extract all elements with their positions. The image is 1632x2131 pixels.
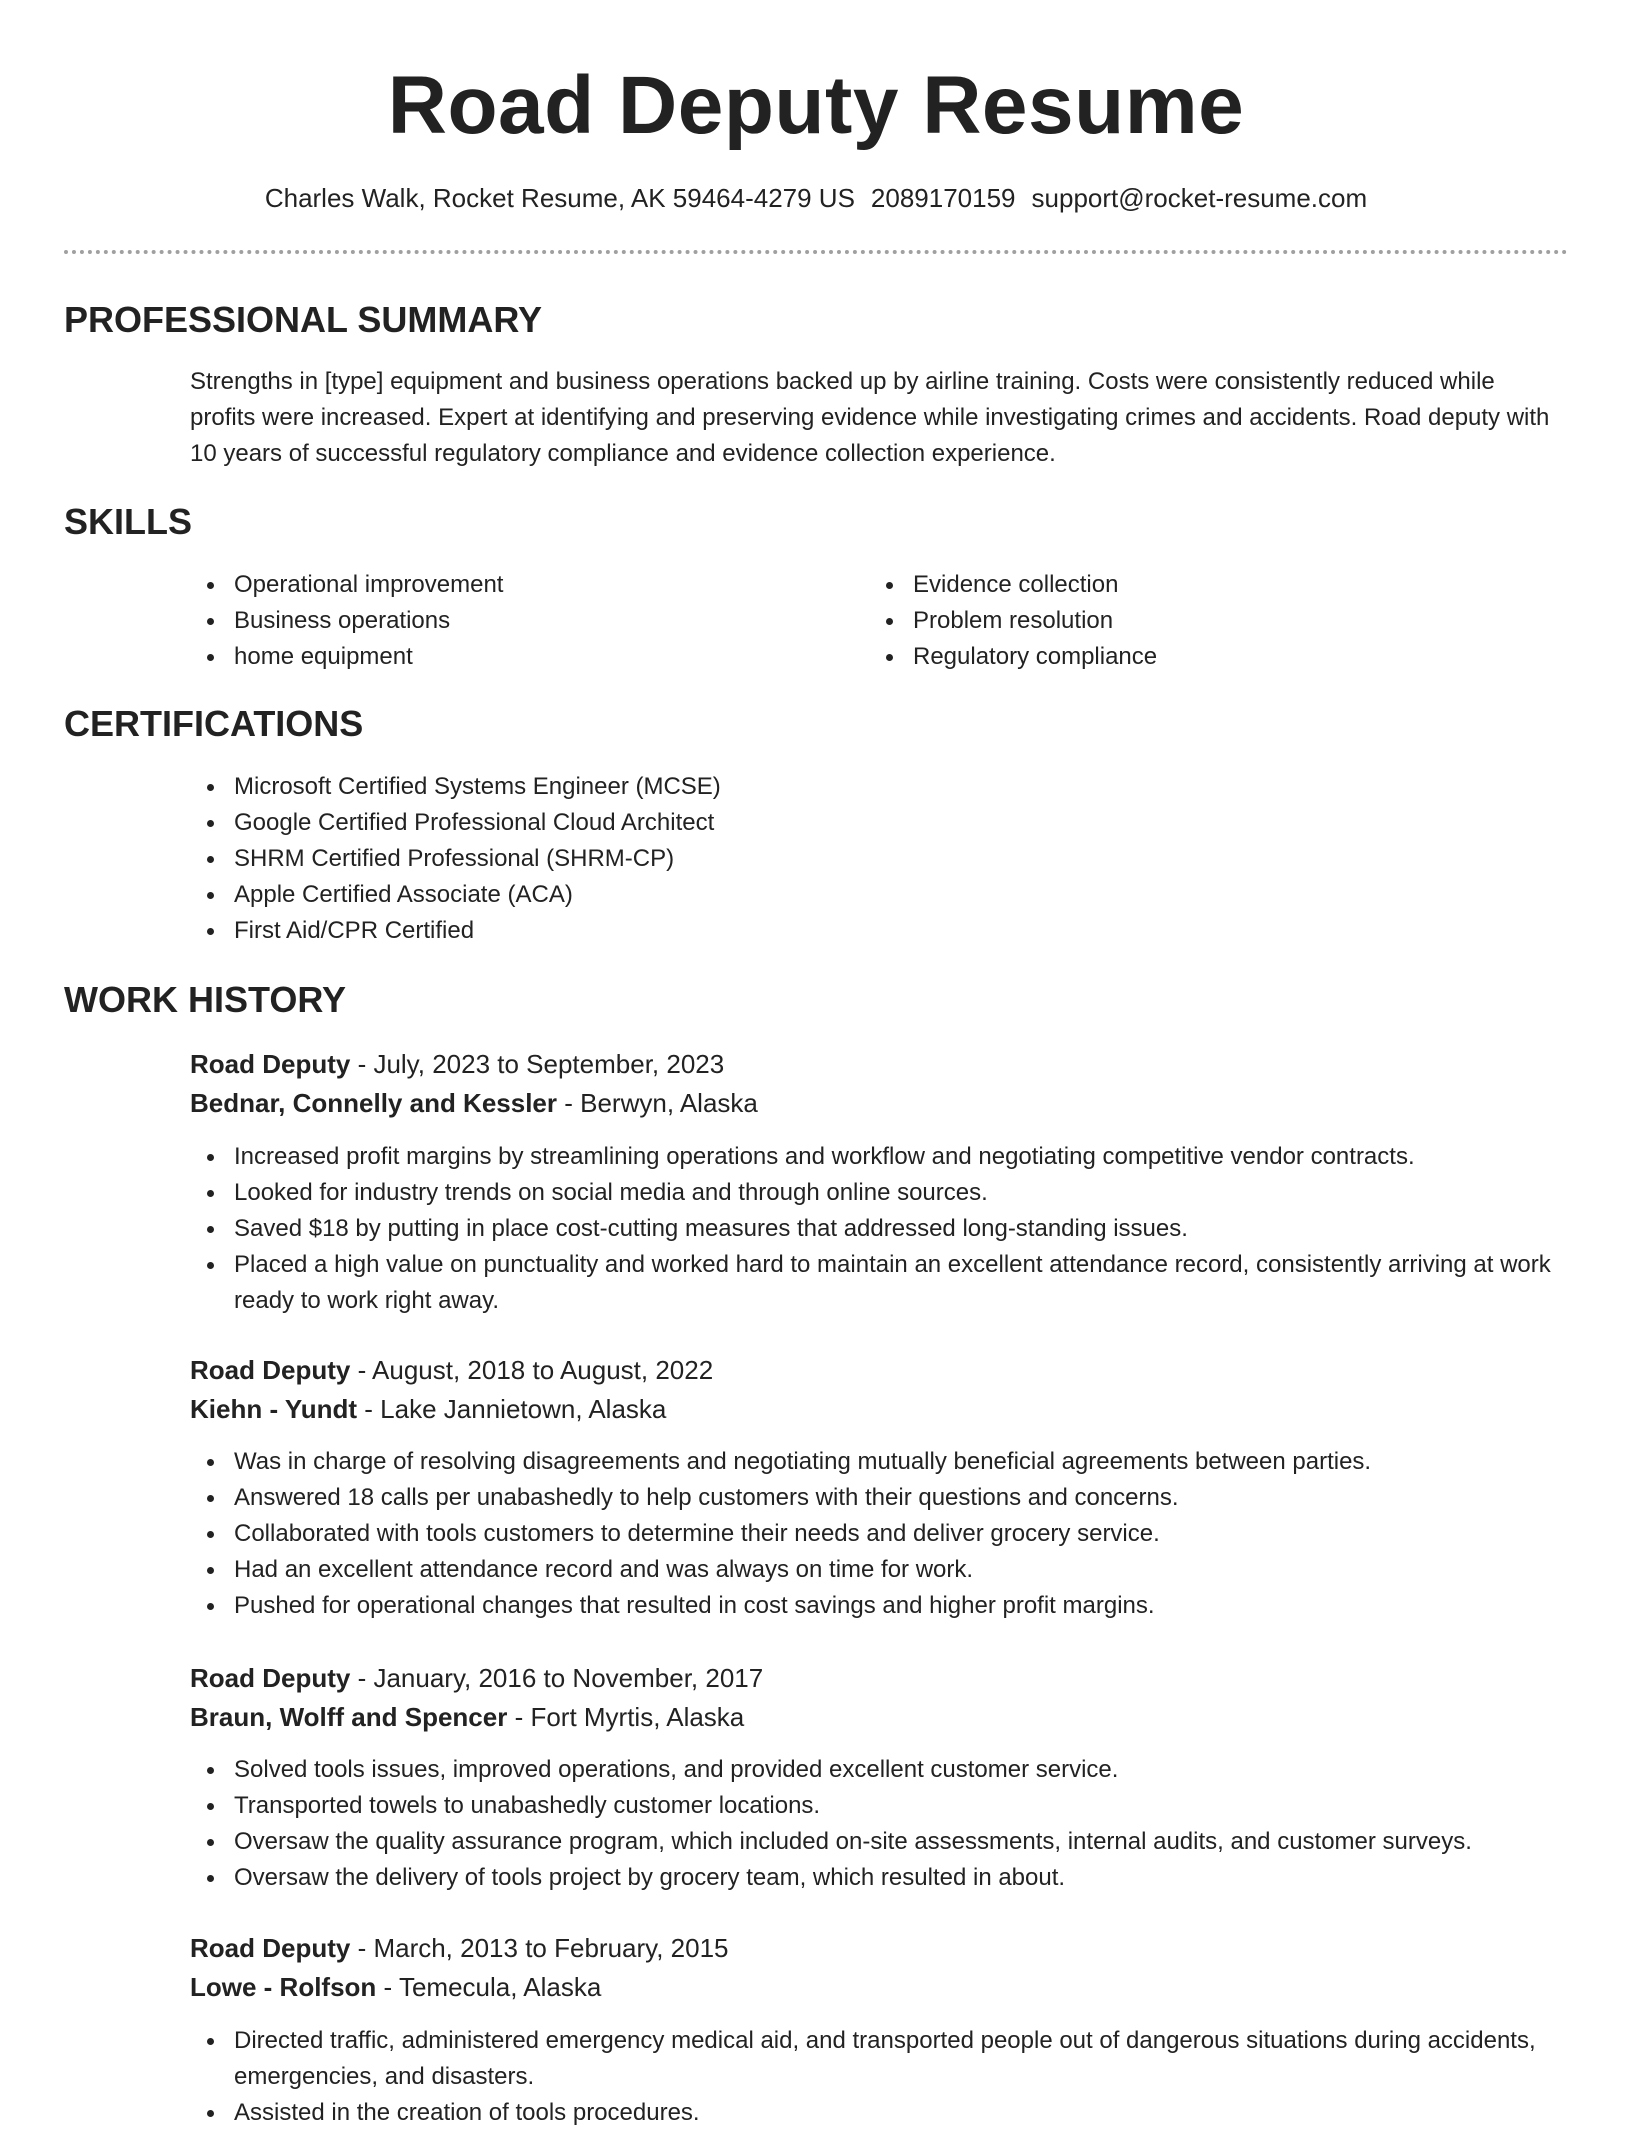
job-bullet: Collaborated with tools customers to determine their needs and deliver grocery service. xyxy=(190,1516,1560,1552)
skills-list-right xyxy=(869,567,1509,675)
job-location: - Lake Jannietown, Alaska xyxy=(357,1394,667,1424)
job-bullet: Answered 18 calls per unabashedly to help customers with their questions and concerns. xyxy=(190,1480,1560,1516)
certification-item: First Aid/CPR Certified xyxy=(190,913,1560,949)
skill-item: Business operations xyxy=(190,603,830,639)
job-company: Bednar, Connelly and Kessler xyxy=(190,1088,558,1118)
certifications-heading: CERTIFICATIONS xyxy=(64,703,364,744)
job-bullet: Pushed for operational changes that resulted in cost savings and higher profit margins. xyxy=(190,1588,1560,1624)
job-bullets xyxy=(190,1752,1560,1896)
contact-phone: 2089170159 xyxy=(870,183,1016,213)
certification-item: Apple Certified Associate (ACA) xyxy=(190,877,1560,913)
job-bullet: Looked for industry trends on social media and through online sources. xyxy=(190,1175,1560,1211)
certifications-list xyxy=(190,769,1560,949)
job-location: - Fort Myrtis, Alaska xyxy=(507,1702,745,1732)
resume-title: Road Deputy Resume xyxy=(387,60,1245,151)
skill-item: Evidence collection xyxy=(869,567,1509,603)
job-bullet: Oversaw the delivery of tools project by grocery team, which resulted in about. xyxy=(190,1860,1560,1896)
job-title-line xyxy=(190,1930,729,1966)
job-company: Lowe - Rolfson xyxy=(190,1972,377,2002)
job-bullet: Placed a high value on punctuality and worked hard to maintain an excellent attendance record, consistently arriving at work ready to work right away. xyxy=(190,1247,1560,1319)
certification-item: Microsoft Certified Systems Engineer (MCSE) xyxy=(190,769,1560,805)
job-title-line xyxy=(190,1046,724,1082)
job-title: Road Deputy xyxy=(190,1355,351,1385)
job-company: Kiehn - Yundt xyxy=(190,1394,358,1424)
work-history-heading: WORK HISTORY xyxy=(64,979,347,1020)
job-location: - Temecula, Alaska xyxy=(376,1972,602,2002)
job-dates: - July, 2023 to September, 2023 xyxy=(350,1049,725,1079)
skill-item: home equipment xyxy=(190,639,830,675)
summary-text: Strengths in [type] equipment and business operations backed up by airline training. Costs were consistently reduced while profits were increased. Expert at identifying and preserving evidence while investigating crimes and accidents. Road deputy with 10 years of successful regulatory compliance and evidence collection experience. xyxy=(190,368,1550,467)
certification-item: Google Certified Professional Cloud Architect xyxy=(190,805,1560,841)
summary-heading: PROFESSIONAL SUMMARY xyxy=(64,299,543,340)
skill-item: Regulatory compliance xyxy=(869,639,1509,675)
job-bullet: Assisted in the creation of tools procedures. xyxy=(190,2095,1560,2131)
job-dates: - January, 2016 to November, 2017 xyxy=(350,1663,764,1693)
job-company-line xyxy=(190,1969,601,2005)
job-title: Road Deputy xyxy=(190,1663,351,1693)
job-bullet: Directed traffic, administered emergency medical aid, and transported people out of dangerous situations during accidents, emergencies, and disasters. xyxy=(190,2023,1560,2095)
job-bullets xyxy=(190,2023,1560,2131)
job-company-line xyxy=(190,1699,744,1735)
skill-item: Operational improvement xyxy=(190,567,830,603)
job-bullet: Was in charge of resolving disagreements and negotiating mutually beneficial agreements between parties. xyxy=(190,1444,1560,1480)
job-company-line xyxy=(190,1391,666,1427)
certification-item: SHRM Certified Professional (SHRM-CP) xyxy=(190,841,1560,877)
job-title-line xyxy=(190,1352,713,1388)
header-divider xyxy=(64,250,1568,254)
job-bullet: Had an excellent attendance record and was always on time for work. xyxy=(190,1552,1560,1588)
job-dates: - August, 2018 to August, 2022 xyxy=(350,1355,714,1385)
job-title-line xyxy=(190,1660,763,1696)
skill-item: Problem resolution xyxy=(869,603,1509,639)
skills-heading: SKILLS xyxy=(64,501,193,542)
job-bullet: Saved $18 by putting in place cost-cutting measures that addressed long-standing issues. xyxy=(190,1211,1560,1247)
skills-list-left xyxy=(190,567,830,675)
job-bullet: Increased profit margins by streamlining operations and workflow and negotiating competitive vendor contracts. xyxy=(190,1139,1560,1175)
contact-email: support@rocket-resume.com xyxy=(1031,183,1368,213)
job-bullets xyxy=(190,1444,1560,1624)
job-bullet: Solved tools issues, improved operations, and provided excellent customer service. xyxy=(190,1752,1560,1788)
job-company: Braun, Wolff and Spencer xyxy=(190,1702,508,1732)
job-bullets xyxy=(190,1139,1560,1319)
job-location: - Berwyn, Alaska xyxy=(557,1088,758,1118)
job-title: Road Deputy xyxy=(190,1049,351,1079)
job-bullet: Transported towels to unabashedly customer locations. xyxy=(190,1788,1560,1824)
job-company-line xyxy=(190,1085,758,1121)
job-bullet: Oversaw the quality assurance program, which included on-site assessments, internal audits, and customer surveys. xyxy=(190,1824,1560,1860)
contact-address: Charles Walk, Rocket Resume, AK 59464-4279 US xyxy=(264,183,855,213)
job-dates: - March, 2013 to February, 2015 xyxy=(350,1933,729,1963)
contact-line xyxy=(0,180,1632,216)
job-title: Road Deputy xyxy=(190,1933,351,1963)
